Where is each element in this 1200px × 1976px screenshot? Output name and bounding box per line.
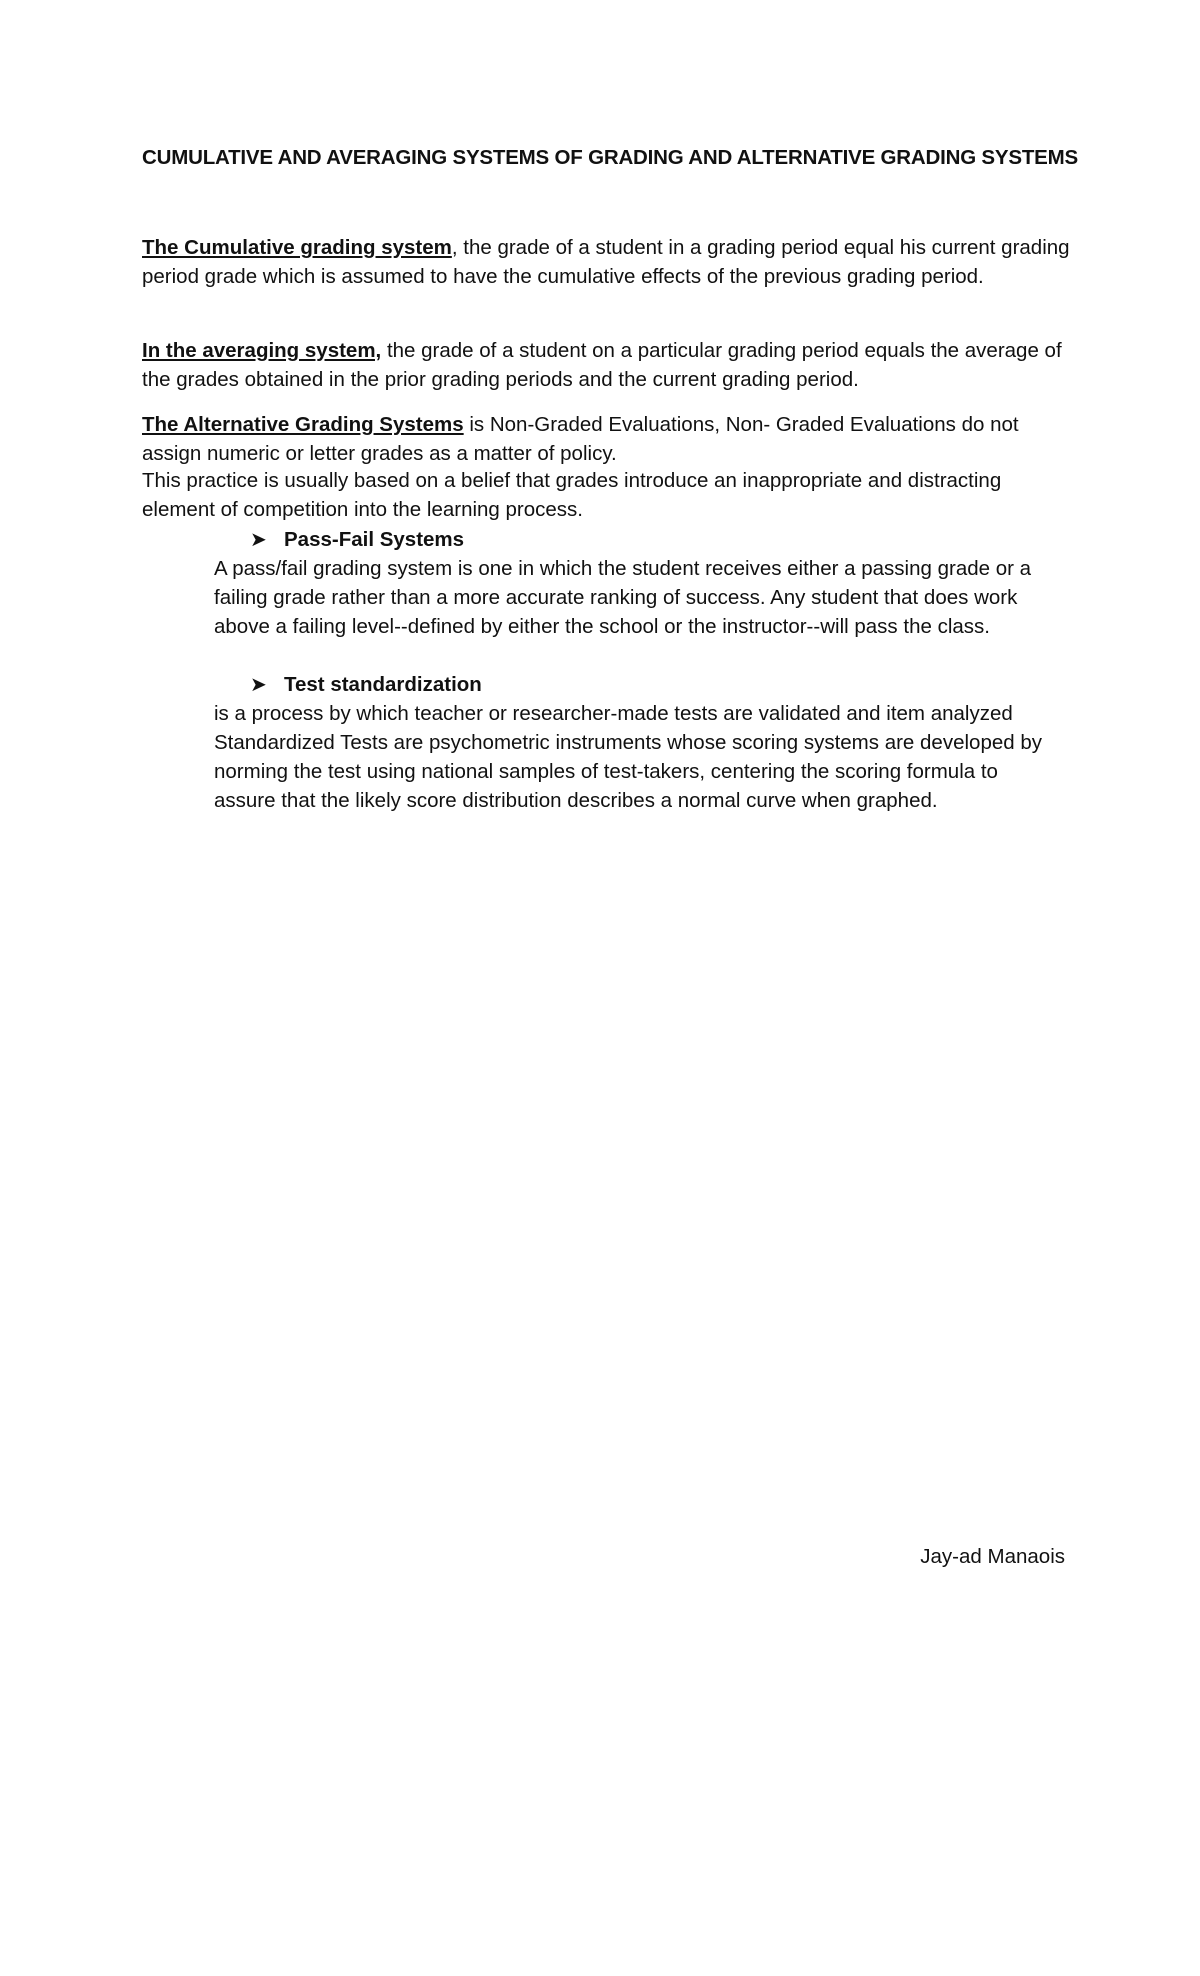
bullet-text-pass-fail: A pass/fail grading system is one in which the student receives either a passing grade or a failing grade rather than a more accurate ranking of success. Any student that does work above a failing level--defined by either the school or the instructor--will pass the class. [214,557,1032,638]
paragraph-text: , the grade of a student in a grading period equal his current grading period grade which is assumed to have the cumulative effects of the previous grading period. [142,236,1070,288]
paragraph-text: This practice is usually based on a belief that grades introduce an inappropriate and distracting element of competition into the learning process. [142,469,1002,521]
paragraph-cumulative [142,233,1072,291]
paragraph-practice [142,466,1072,524]
arrow-bullet-icon: ➤ [250,529,267,551]
paragraph-alternative [142,410,1072,468]
paragraph-text: the grade of a student on a particular grading period equals the average of the grades obtained in the prior grading periods and the current grading period. [142,339,1062,391]
bullet-heading: Pass-Fail Systems [284,528,465,551]
paragraph-averaging [142,336,1072,394]
bullet-text-test-standardization: is a process by which teacher or researcher-made tests are validated and item analyzed Standardized Tests are psychometric instruments whose scoring systems are developed by norming the test using national samples of test-takers, centering the scoring formula to assure that the likely score distribution describes a normal curve when graphed. [214,702,1042,812]
paragraph-lead: In the averaging system, [142,339,382,362]
paragraph-text: is Non-Graded Evaluations, Non- Graded Evaluations do not assign numeric or letter grades as a matter of policy. [142,413,1019,465]
bullet-pass-fail [250,525,464,555]
bullet-test-standardization [250,670,482,700]
bullet-heading: Test standardization [284,673,482,696]
paragraph-lead: The Cumulative grading system [142,236,452,259]
arrow-bullet-icon: ➤ [250,674,267,696]
paragraph-lead: The Alternative Grading Systems [142,413,464,436]
author-signature: Jay-ad Manaois [920,1545,1065,1568]
document-title: CUMULATIVE AND AVERAGING SYSTEMS OF GRADING AND ALTERNATIVE GRADING SYSTEMS [142,146,1078,169]
